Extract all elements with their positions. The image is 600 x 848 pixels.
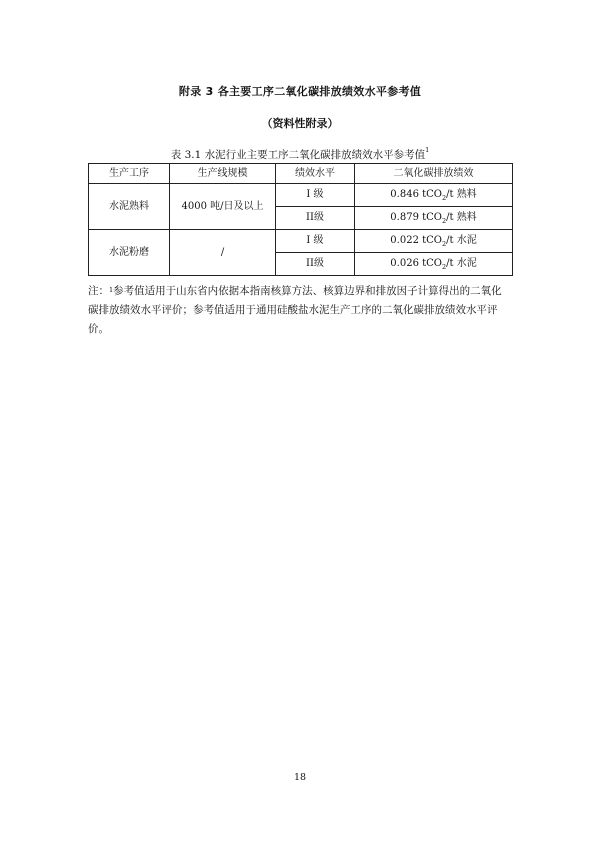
cell-scale: 4000 吨/日及以上 xyxy=(170,184,276,230)
cell-scale: / xyxy=(170,230,276,276)
table-caption-footnote-ref: 1 xyxy=(425,146,430,154)
cell-emission xyxy=(355,184,513,207)
cell-emission xyxy=(355,253,513,276)
header-emission: 二氧化碳排放绩效 xyxy=(355,164,513,184)
reference-value-table xyxy=(88,163,513,276)
table-header-row xyxy=(89,164,513,184)
emission-unit: /t 水泥 xyxy=(446,235,477,246)
emission-subscript: 2 xyxy=(441,240,447,248)
appendix-subtitle: （资料性附录） xyxy=(261,117,339,130)
emission-value: 0.846 tCO xyxy=(390,189,442,200)
header-scale: 生产线规模 xyxy=(170,164,276,184)
note-line-2: 碳排放绩效水平评价；参考值适用于通用硅酸盐水泥生产工序的二氧化碳排放绩效水平评价。 xyxy=(88,304,498,335)
appendix-title: 附录 3 各主要工序二氧化碳排放绩效水平参考值 xyxy=(178,85,422,98)
emission-value: 0.879 tCO xyxy=(390,212,442,223)
table-note xyxy=(88,282,514,339)
cell-grade: II级 xyxy=(276,207,355,230)
table-caption-text: 表 3.1 水泥行业主要工序二氧化碳排放绩效水平参考值 xyxy=(170,149,426,161)
cell-grade: I 级 xyxy=(276,230,355,253)
header-level: 绩效水平 xyxy=(276,164,355,184)
emission-subscript: 2 xyxy=(441,263,447,271)
header-process: 生产工序 xyxy=(89,164,170,184)
cell-grade: I 级 xyxy=(276,184,355,207)
table-row xyxy=(89,184,513,207)
note-text-1: 参考值适用于山东省内依据本指南核算方法、核算边界和排放因子计算得出的二氧化 xyxy=(113,285,502,297)
emission-subscript: 2 xyxy=(441,217,447,225)
cell-emission xyxy=(355,207,513,230)
table-caption xyxy=(0,147,600,162)
note-line-1 xyxy=(88,282,514,301)
emission-value: 0.022 tCO xyxy=(390,235,442,246)
note-prefix: 注： xyxy=(88,285,109,297)
emission-subscript: 2 xyxy=(441,194,447,202)
emission-unit: /t 水泥 xyxy=(446,258,477,269)
table-row xyxy=(89,230,513,253)
cell-process: 水泥粉磨 xyxy=(89,230,170,276)
emission-unit: /t 熟料 xyxy=(446,189,477,200)
cell-process: 水泥熟料 xyxy=(89,184,170,230)
emission-value: 0.026 tCO xyxy=(390,258,442,269)
note-footnote-ref: 1 xyxy=(109,286,114,294)
page-number: 18 xyxy=(293,772,307,783)
cell-grade: II级 xyxy=(276,253,355,276)
cell-emission xyxy=(355,230,513,253)
emission-unit: /t 熟料 xyxy=(446,212,477,223)
